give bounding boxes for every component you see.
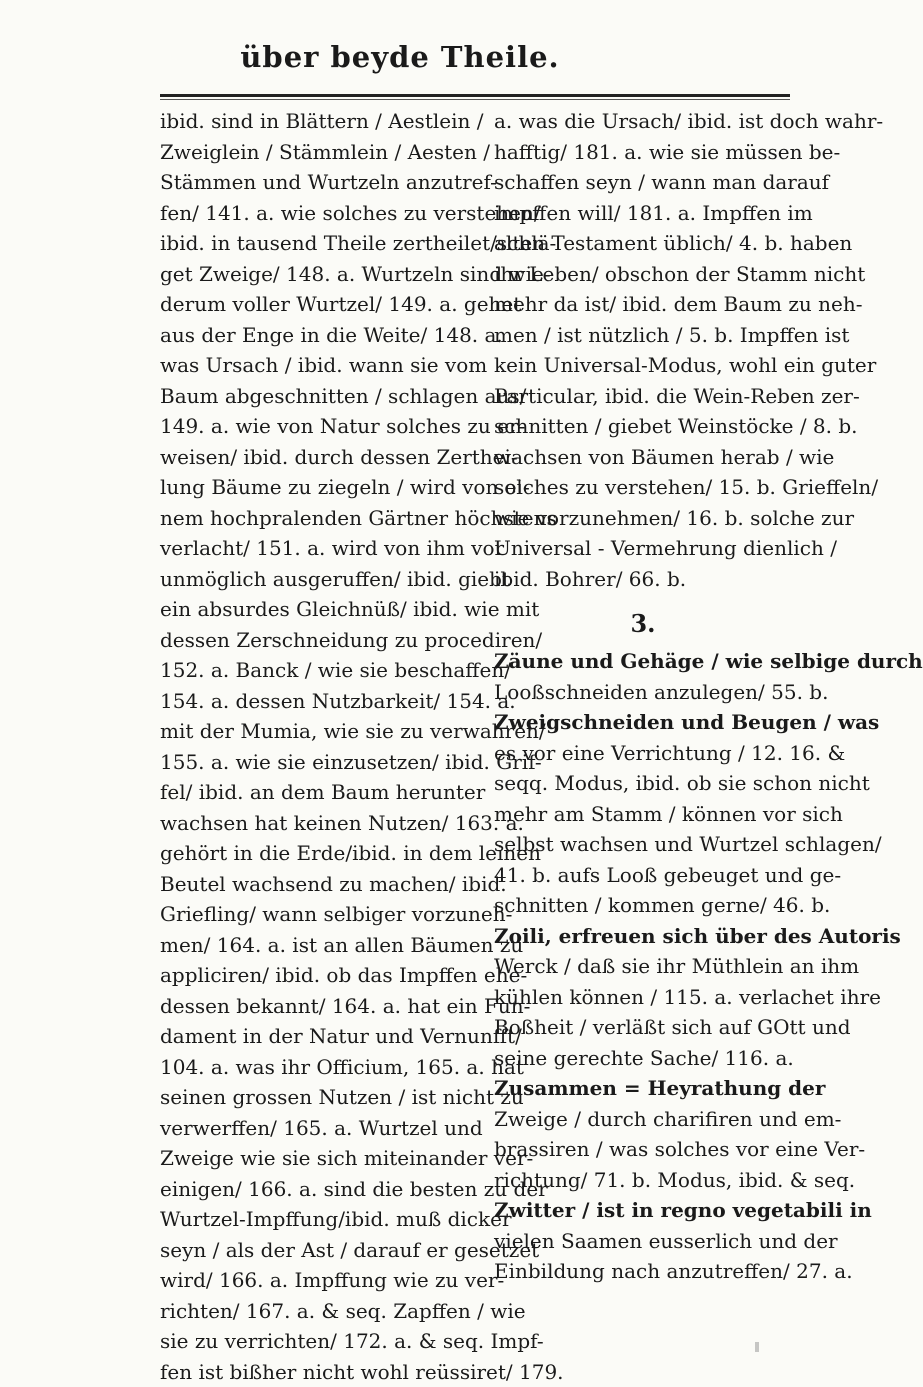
text-line: mehr da ist/ ibid. dem Baum zu neh- bbox=[494, 289, 792, 320]
text-line: Zoili, erfreuen sich über des Autoris bbox=[494, 921, 792, 952]
text-line: men / ist nützlich / 5. b. Impffen ist bbox=[494, 320, 792, 351]
text-line: es vor eine Verrichtung / 12. 16. & bbox=[494, 738, 792, 769]
text-line: seine gerechte Sache/ 116. a. bbox=[494, 1043, 792, 1074]
text-line: 104. a. was ihr Officium, 165. a. hat bbox=[160, 1052, 482, 1083]
text-line: ibid. sind in Blättern / Aestlein / bbox=[160, 106, 482, 137]
running-head: über beyde Theile. bbox=[0, 40, 800, 74]
text-line: Particular, ibid. die Wein-Reben zer- bbox=[494, 381, 792, 412]
text-line: Beutel wachsend zu machen/ ibid. bbox=[160, 869, 482, 900]
text-line: 41. b. aufs Looß gebeuget und ge- bbox=[494, 860, 792, 891]
text-line: ein absurdes Gleichnüß/ ibid. wie mit bbox=[160, 594, 482, 625]
text-line: Einbildung nach anzutreffen/ 27. a. bbox=[494, 1256, 792, 1287]
text-line: Griefling/ wann selbiger vorzuneh- bbox=[160, 899, 482, 930]
text-line: nem hochpralenden Gärtner höchstens bbox=[160, 503, 482, 534]
text-line: ibid. in tausend Theile zertheilet/schlä- bbox=[160, 228, 482, 259]
text-line: fel/ ibid. an dem Baum herunter bbox=[160, 777, 482, 808]
text-line: 149. a. wie von Natur solches zu er- bbox=[160, 411, 482, 442]
text-line: wie vorzunehmen/ 16. b. solche zur bbox=[494, 503, 792, 534]
text-line: Stämmen und Wurtzeln anzutref- bbox=[160, 167, 482, 198]
text-line: sie zu verrichten/ 172. a. & seq. Impf- bbox=[160, 1326, 482, 1357]
text-line: seinen grossen Nutzen / ist nicht zu bbox=[160, 1082, 482, 1113]
text-line: unmöglich ausgeruffen/ ibid. giebt bbox=[160, 564, 482, 595]
text-line: dessen Zerschneidung zu procediren/ bbox=[160, 625, 482, 656]
text-line: wachsen hat keinen Nutzen/ 163. a. bbox=[160, 808, 482, 839]
text-line: Universal - Vermehrung dienlich / bbox=[494, 533, 792, 564]
page-mark bbox=[755, 1342, 759, 1352]
section-numeral: 3. bbox=[494, 594, 792, 646]
text-line: dament in der Natur und Vernunfft/ bbox=[160, 1021, 482, 1052]
text-line: kühlen können / 115. a. verlachet ihre bbox=[494, 982, 792, 1013]
text-line: seyn / als der Ast / darauf er gesetzet bbox=[160, 1235, 482, 1266]
left-column bbox=[160, 106, 482, 1387]
text-line: fen ist bißher nicht wohl reüssiret/ 179. bbox=[160, 1357, 482, 1387]
text-line: weisen/ ibid. durch dessen Zerthei- bbox=[160, 442, 482, 473]
text-line: dessen bekannt/ 164. a. hat ein Fun- bbox=[160, 991, 482, 1022]
text-line: Looßschneiden anzulegen/ 55. b. bbox=[494, 677, 792, 708]
text-line: verlacht/ 151. a. wird von ihm vor bbox=[160, 533, 482, 564]
text-line: solches zu verstehen/ 15. b. Grieffeln/ bbox=[494, 472, 792, 503]
text-line: schaffen seyn / wann man darauf bbox=[494, 167, 792, 198]
header-rule-thick bbox=[160, 94, 790, 97]
text-line: Zusammen = Heyrathung der bbox=[494, 1073, 792, 1104]
text-line: mit der Mumia, wie sie zu verwahren/ bbox=[160, 716, 482, 747]
text-line: hafftig/ 181. a. wie sie müssen be- bbox=[494, 137, 792, 168]
text-line: brassiren / was solches vor eine Ver- bbox=[494, 1134, 792, 1165]
text-line: aus der Enge in die Weite/ 148. a. bbox=[160, 320, 482, 351]
text-line: wachsen von Bäumen herab / wie bbox=[494, 442, 792, 473]
text-line: impffen will/ 181. a. Impffen im bbox=[494, 198, 792, 229]
text-line: Zweige / durch charifiren und em- bbox=[494, 1104, 792, 1135]
text-line: men/ 164. a. ist an allen Bäumen zu bbox=[160, 930, 482, 961]
text-line: vielen Saamen eusserlich und der bbox=[494, 1226, 792, 1257]
text-line: fen/ 141. a. wie solches zu verstehen/ bbox=[160, 198, 482, 229]
text-line: seqq. Modus, ibid. ob sie schon nicht bbox=[494, 768, 792, 799]
right-column-top bbox=[494, 106, 792, 594]
text-line: mehr am Stamm / können vor sich bbox=[494, 799, 792, 830]
text-line: Werck / daß sie ihr Müthlein an ihm bbox=[494, 951, 792, 982]
text-line: kein Universal-Modus, wohl ein guter bbox=[494, 350, 792, 381]
text-line: a. was die Ursach/ ibid. ist doch wahr- bbox=[494, 106, 792, 137]
text-line: 152. a. Banck / wie sie beschaffen/ bbox=[160, 655, 482, 686]
text-line: Zweiglein / Stämmlein / Aesten / bbox=[160, 137, 482, 168]
text-line: ihr Leben/ obschon der Stamm nicht bbox=[494, 259, 792, 290]
text-line: ibid. Bohrer/ 66. b. bbox=[494, 564, 792, 595]
text-line: selbst wachsen und Wurtzel schlagen/ bbox=[494, 829, 792, 860]
text-line: get Zweige/ 148. a. Wurtzeln sind wie- bbox=[160, 259, 482, 290]
text-line: gehört in die Erde/ibid. in dem leinen bbox=[160, 838, 482, 869]
text-line: richtung/ 71. b. Modus, ibid. & seq. bbox=[494, 1165, 792, 1196]
text-line: Wurtzel-Impffung/ibid. muß dicker bbox=[160, 1204, 482, 1235]
right-column-bottom bbox=[494, 646, 792, 1287]
text-line: Zweige wie sie sich miteinander ver- bbox=[160, 1143, 482, 1174]
text-line: richten/ 167. a. & seq. Zapffen / wie bbox=[160, 1296, 482, 1327]
text-line: alten Testament üblich/ 4. b. haben bbox=[494, 228, 792, 259]
text-line: lung Bäume zu ziegeln / wird von ei- bbox=[160, 472, 482, 503]
text-line: 154. a. dessen Nutzbarkeit/ 154. a. bbox=[160, 686, 482, 717]
text-line: einigen/ 166. a. sind die besten zu der bbox=[160, 1174, 482, 1205]
text-line: Zweigschneiden und Beugen / was bbox=[494, 707, 792, 738]
text-line: derum voller Wurtzel/ 149. a. gehet bbox=[160, 289, 482, 320]
text-line: wird/ 166. a. Impffung wie zu ver- bbox=[160, 1265, 482, 1296]
text-line: Baum abgeschnitten / schlagen aus/ bbox=[160, 381, 482, 412]
text-line: Zäune und Gehäge / wie selbige durch bbox=[494, 646, 792, 677]
text-line: Boßheit / verläßt sich auf GOtt und bbox=[494, 1012, 792, 1043]
text-line: Zwitter / ist in regno vegetabili in bbox=[494, 1195, 792, 1226]
text-line: schnitten / kommen gerne/ 46. b. bbox=[494, 890, 792, 921]
text-line: 155. a. wie sie einzusetzen/ ibid. Grif- bbox=[160, 747, 482, 778]
header-rule-thin bbox=[160, 99, 790, 100]
text-line: was Ursach / ibid. wann sie vom bbox=[160, 350, 482, 381]
text-line: verwerffen/ 165. a. Wurtzel und bbox=[160, 1113, 482, 1144]
text-line: schnitten / giebet Weinstöcke / 8. b. bbox=[494, 411, 792, 442]
text-line: appliciren/ ibid. ob das Impffen ehe- bbox=[160, 960, 482, 991]
right-column bbox=[494, 106, 792, 1287]
